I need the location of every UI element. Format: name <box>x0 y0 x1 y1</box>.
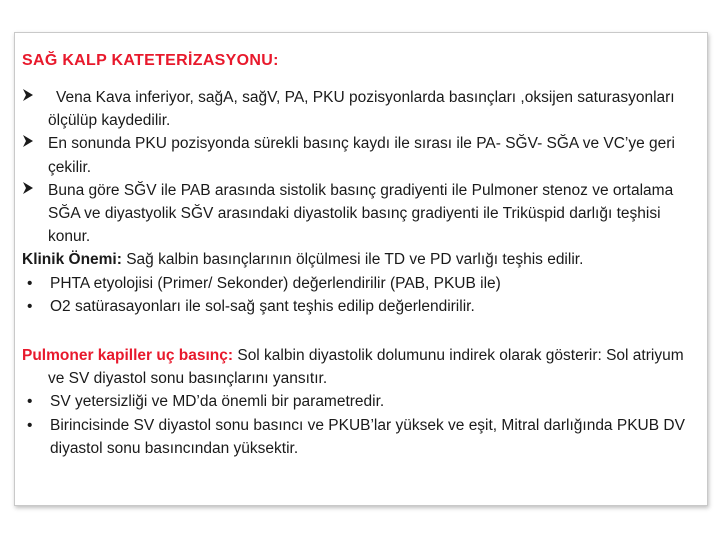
clinical-text: Sağ kalbin basınçlarının ölçülmesi ile TD ve PD varlığı teşhis edilir. <box>121 251 584 269</box>
clinical-paragraph <box>22 248 698 271</box>
bullet-dot-icon: • <box>27 274 33 292</box>
bullet-dot-icon: • <box>27 393 33 411</box>
pulmonary-bullet-1 <box>22 390 698 413</box>
pulmonary-text: Sol kalbin diyastolik dolumunu indirek olarak gösterir: Sol atriyum ve SV diyastol sonu basınçlarını yansıtır. <box>48 347 684 388</box>
arrow-bullet-icon <box>22 132 36 155</box>
clinical-bullet-1 <box>22 272 698 295</box>
arrow-item-text: Buna göre SĞV ile PAB arasında sistolik basınç gradiyenti ile Pulmoner stenoz ve ortalama SĞA ve diyastyolik SĞV arasındaki diyastolik basınç gradiyenti ile Triküspid darlığı teşhisi konur. <box>48 181 674 246</box>
arrow-bullet-icon <box>22 179 36 202</box>
arrow-item-2 <box>22 132 698 178</box>
slide-content <box>22 50 698 460</box>
slide-title: SAĞ KALP KATETERİZASYONU: <box>22 52 279 69</box>
bullet-dot-icon: • <box>27 416 33 434</box>
clinical-bullet-text: O2 satürasayonları ile sol-sağ şant teşhis edilip değerlendirilir. <box>50 297 475 315</box>
arrow-item-text: En sonunda PKU pozisyonda sürekli basınç kaydı ile sırası ile PA- SĞV- SĞA ve VC’ye geri çekilir. <box>48 135 675 176</box>
pulmonary-label: Pulmoner kapiller uç basınç: <box>22 347 234 365</box>
arrow-bullet-icon <box>22 86 36 109</box>
pulmonary-bullet-text: Birincisinde SV diyastol sonu basıncı ve PKUB’lar yüksek ve eşit, Mitral darlığında PKUB DV diyastol sonu basıncından yüksektir. <box>50 416 685 457</box>
clinical-bullet-2 <box>22 295 698 318</box>
arrow-item-1 <box>22 86 698 132</box>
pulmonary-bullet-text: SV yetersizliği ve MD’da önemli bir parametredir. <box>50 393 385 411</box>
pulmonary-paragraph <box>22 344 698 390</box>
arrow-item-3 <box>22 179 698 249</box>
clinical-label: Klinik Önemi: <box>22 251 122 269</box>
clinical-bullet-text: PHTA etyolojisi (Primer/ Sekonder) değerlendirilir (PAB, PKUB ile) <box>50 274 501 292</box>
arrow-item-text: Vena Kava inferiyor, sağA, sağV, PA, PKU pozisyonlarda basınçları ,oksijen saturasyonları ölçülüp kaydedilir. <box>48 89 675 130</box>
bullet-dot-icon: • <box>27 297 33 315</box>
pulmonary-bullet-2 <box>22 414 698 460</box>
